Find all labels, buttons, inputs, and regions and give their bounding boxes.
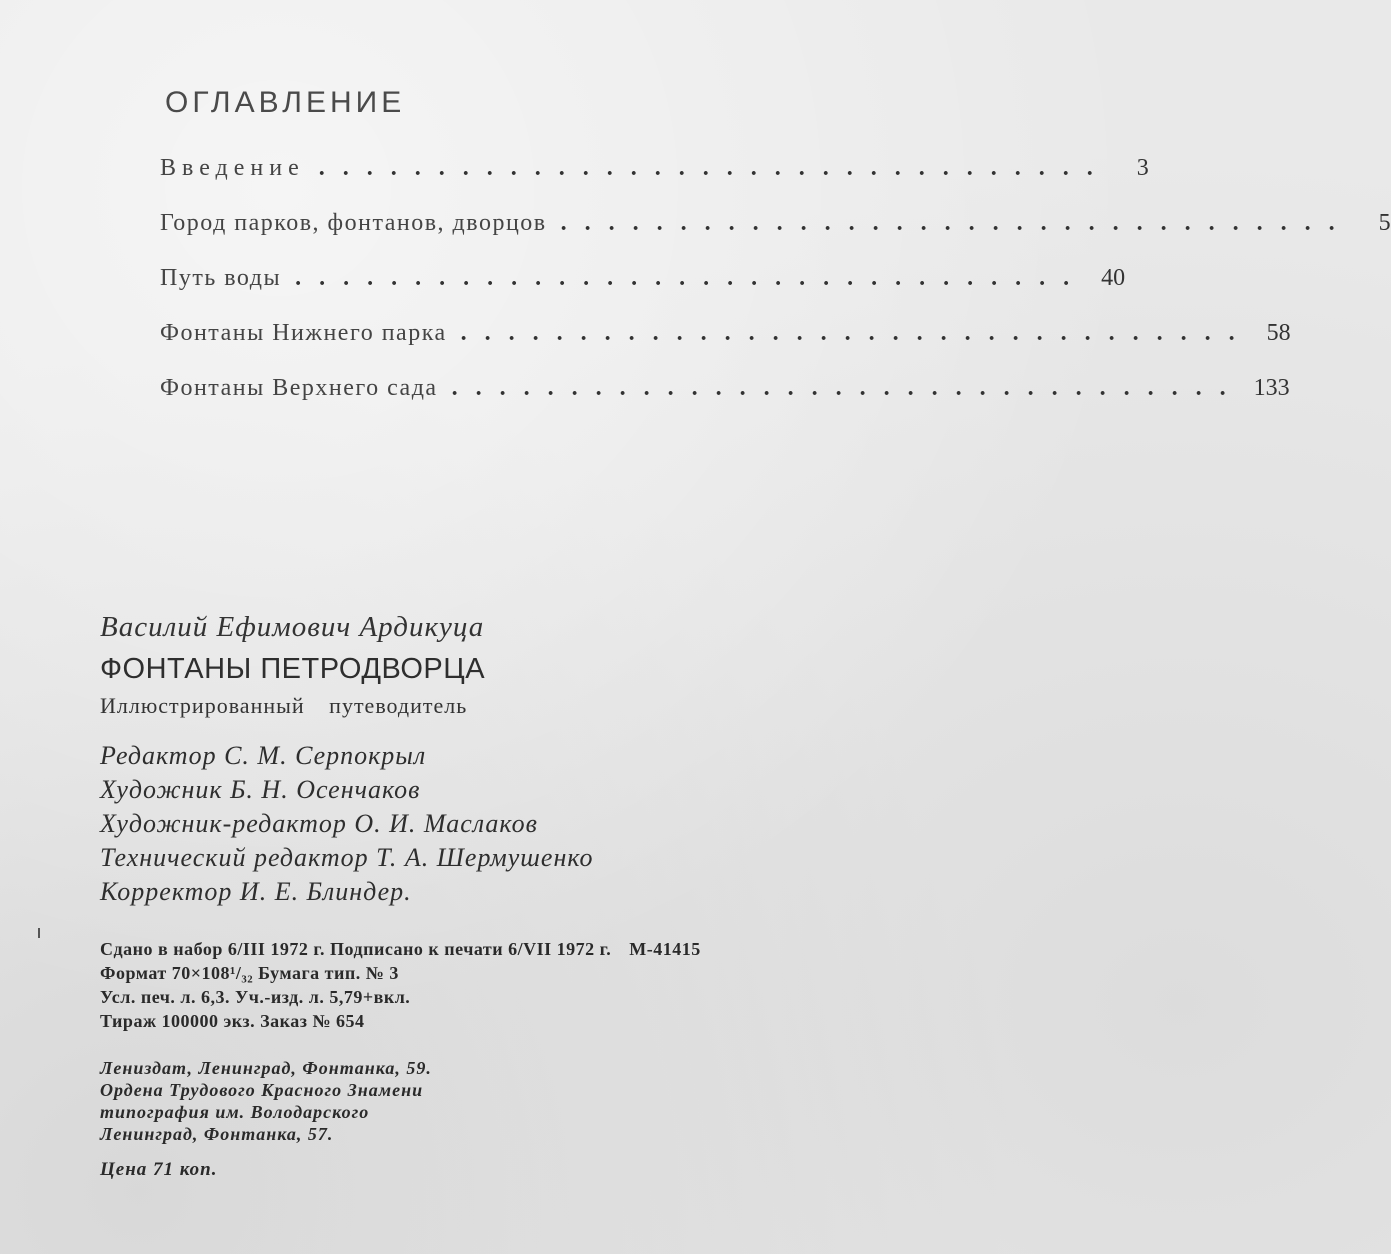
print-mark (38, 928, 40, 938)
toc-entry-page: 3 (1136, 155, 1149, 181)
toc-entry-label: Фонтаны Верхнего сада (160, 375, 438, 401)
toc-entry-label: Путь воды (160, 265, 282, 291)
book-subtitle: Иллюстрированный путеводитель (100, 693, 468, 718)
credit-line: Корректор И. Е. Блиндер. (100, 877, 412, 906)
license-code: М-41415 (629, 939, 701, 959)
imprint-block (100, 605, 920, 1181)
publisher-line: Лениздат, Ленинград, Фонтанка, 59. (100, 1058, 432, 1078)
typesetting-info: Сдано в набор 6/III 1972 г. Подписано к печати 6/VII 1972 г. (100, 939, 612, 959)
toc-entry-page: 5 (1378, 210, 1391, 236)
price: Цена 71 коп. (100, 1159, 218, 1180)
toc-leader-dots: ................................. (451, 375, 1244, 401)
toc-entry (160, 265, 1126, 320)
toc-entry-label: Введение (160, 155, 305, 181)
toc-entry-page: 133 (1253, 375, 1290, 401)
publisher-info (100, 1057, 920, 1145)
toc-leader-dots: ................................. (560, 210, 1353, 236)
publisher-line: Ордена Трудового Красного Знамени (100, 1080, 424, 1100)
publisher-line: Ленинград, Фонтанка, 57. (100, 1124, 334, 1144)
credit-line: Художник-редактор О. И. Маслаков (100, 809, 538, 838)
toc-leader-dots: ................................. (318, 155, 1111, 181)
table-of-contents (160, 155, 1391, 430)
toc-entry (160, 375, 1290, 430)
toc-leader-dots: ................................. (295, 265, 1088, 291)
print-detail-line: Тираж 100000 экз. Заказ № 654 (100, 1011, 365, 1031)
publisher-line: типография им. Володарского (100, 1102, 370, 1122)
toc-entry-label: Город парков, фонтанов, дворцов (160, 210, 547, 236)
book-title: ФОНТАНЫ ПЕТРОДВОРЦА (100, 653, 486, 685)
print-details (100, 937, 920, 1033)
credit-line: Редактор С. М. Серпокрыл (100, 741, 427, 770)
toc-entry-label: Фонтаны Нижнего парка (160, 320, 447, 346)
toc-entry-page: 58 (1266, 320, 1291, 346)
toc-entry (160, 320, 1291, 375)
toc-leader-dots: ................................. (460, 320, 1253, 346)
credits-list (100, 739, 920, 909)
toc-entry-page: 40 (1101, 265, 1126, 291)
print-detail-line: Усл. печ. л. 6,3. Уч.-изд. л. 5,79+вкл. (100, 987, 411, 1007)
toc-title: ОГЛАВЛЕНИЕ (165, 86, 406, 119)
toc-entry (160, 155, 1149, 210)
print-detail-line: Формат 70×108¹/₃₂ Бумага тип. № 3 (100, 963, 399, 983)
print-detail-line (100, 937, 920, 961)
toc-entry (160, 210, 1391, 265)
credit-line: Технический редактор Т. А. Шермушенко (100, 843, 594, 872)
author-name: Василий Ефимович Ардикуца (100, 611, 485, 643)
credit-line: Художник Б. Н. Осенчаков (100, 775, 421, 804)
